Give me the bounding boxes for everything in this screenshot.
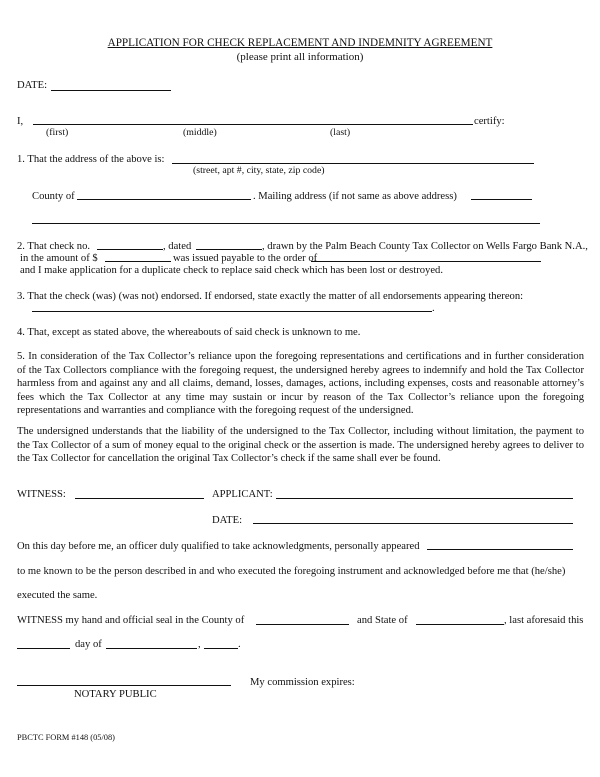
item2-line3: and I make application for a duplicate check to replace said check which has been lost or destroyed. [20, 265, 443, 276]
date2-field[interactable] [253, 523, 573, 524]
applicant-field[interactable] [276, 498, 573, 499]
name-first-hint: (first) [46, 127, 69, 138]
payee-field[interactable] [311, 261, 541, 262]
seal-text-a: WITNESS my hand and official seal in the County of [17, 615, 245, 626]
seal-text-b: and State of [357, 615, 408, 626]
comma-sep: , [198, 639, 201, 650]
endorsement-period: . [432, 303, 435, 314]
seal-state-field[interactable] [416, 624, 504, 625]
mailing-field-1[interactable] [471, 199, 532, 200]
item5-text: 5. In consideration of the Tax Collector’s reliance upon the foregoing representations and certifications and in further consideration of the Tax Collectors compliance with the foregoing request, the undersigned hereby agrees to indemnify and hold the Tax Collector harmless from and against any and all claims, demand, losses, damages, actions, including expenses, costs and reasonable attorney’s fees which the Tax Collector at any time may sustain or incur by reason of the Tax Collector’s reliance upon the foregoing representations and warranties and compliance with the foregoing request of the undersigned. [17, 351, 584, 417]
notary-signature-field[interactable] [17, 685, 231, 686]
date2-label: DATE: [212, 515, 243, 526]
commission-label: My commission expires: [250, 677, 355, 688]
date-label: DATE: [17, 80, 48, 91]
notary-public-label: NOTARY PUBLIC [74, 689, 157, 700]
form-subtitle: (please print all information) [236, 51, 364, 63]
item2-line1a: 2. That check no. [17, 241, 91, 252]
liability-text: The undersigned understands that the liability of the undersigned to the Tax Collector, including without limitation, the payment to the Tax Collector of a sum of money equal to the original check or the assertion is made. The undersigned hereby agrees to deliver to the Tax Collector for cancellation the original Tax Collector’s check if the same shall ever be found. [17, 426, 584, 465]
form-title: APPLICATION FOR CHECK REPLACEMENT AND INDEMNITY AGREEMENT [107, 37, 493, 49]
form-id: PBCTC FORM #148 (05/08) [17, 733, 115, 742]
year-field[interactable] [204, 648, 238, 649]
check-number-field[interactable] [97, 249, 163, 250]
mailing-field-2[interactable] [32, 223, 540, 224]
applicant-label: APPLICANT: [212, 489, 273, 500]
seal-county-field[interactable] [256, 624, 349, 625]
item2-line2b: was issued payable to the order of [173, 253, 318, 264]
i-label: I, [17, 116, 24, 127]
endorsement-field[interactable] [32, 311, 432, 312]
date-field[interactable] [51, 90, 171, 91]
day-of-label: day of [75, 639, 102, 650]
certify-label: certify: [474, 116, 505, 127]
name-last-hint: (last) [330, 127, 351, 138]
mailing-label: . Mailing address (if not same as above address) [253, 191, 457, 202]
period-sep: . [238, 639, 241, 650]
county-label: County of [32, 191, 75, 202]
seal-text-c: , last aforesaid this [504, 615, 584, 626]
name-middle-hint: (middle) [183, 127, 217, 138]
ack-line3: executed the same. [17, 590, 98, 601]
witness-label: WITNESS: [17, 489, 66, 500]
day-field[interactable] [17, 648, 70, 649]
item2-line2a: in the amount of $ [20, 253, 98, 264]
item3-text: 3. That the check (was) (was not) endorsed. If endorsed, state exactly the matter of all endorsements appearing thereon: [17, 291, 524, 302]
ack-line2: to me known to be the person described in and who executed the foregoing instrument and acknowledged before me that (he/she) [17, 566, 566, 577]
check-date-field[interactable] [196, 249, 262, 250]
witness-field[interactable] [75, 498, 204, 499]
address-hint: (street, apt #, city, state, zip code) [193, 165, 325, 176]
amount-field[interactable] [105, 261, 171, 262]
ack-line1: On this day before me, an officer duly qualified to take acknowledgments, personally appeared [17, 541, 420, 552]
item2-line1b: , dated [163, 241, 192, 252]
appeared-field[interactable] [427, 549, 573, 550]
item1-text: 1. That the address of the above is: [17, 154, 165, 165]
county-field[interactable] [77, 199, 251, 200]
address-field[interactable] [172, 163, 534, 164]
item2-line1c: , drawn by the Palm Beach County Tax Collector on Wells Fargo Bank N.A., [262, 241, 588, 252]
applicant-name-field[interactable] [33, 124, 473, 125]
month-field[interactable] [106, 648, 197, 649]
item4-text: 4. That, except as stated above, the whereabouts of said check is unknown to me. [17, 327, 361, 338]
